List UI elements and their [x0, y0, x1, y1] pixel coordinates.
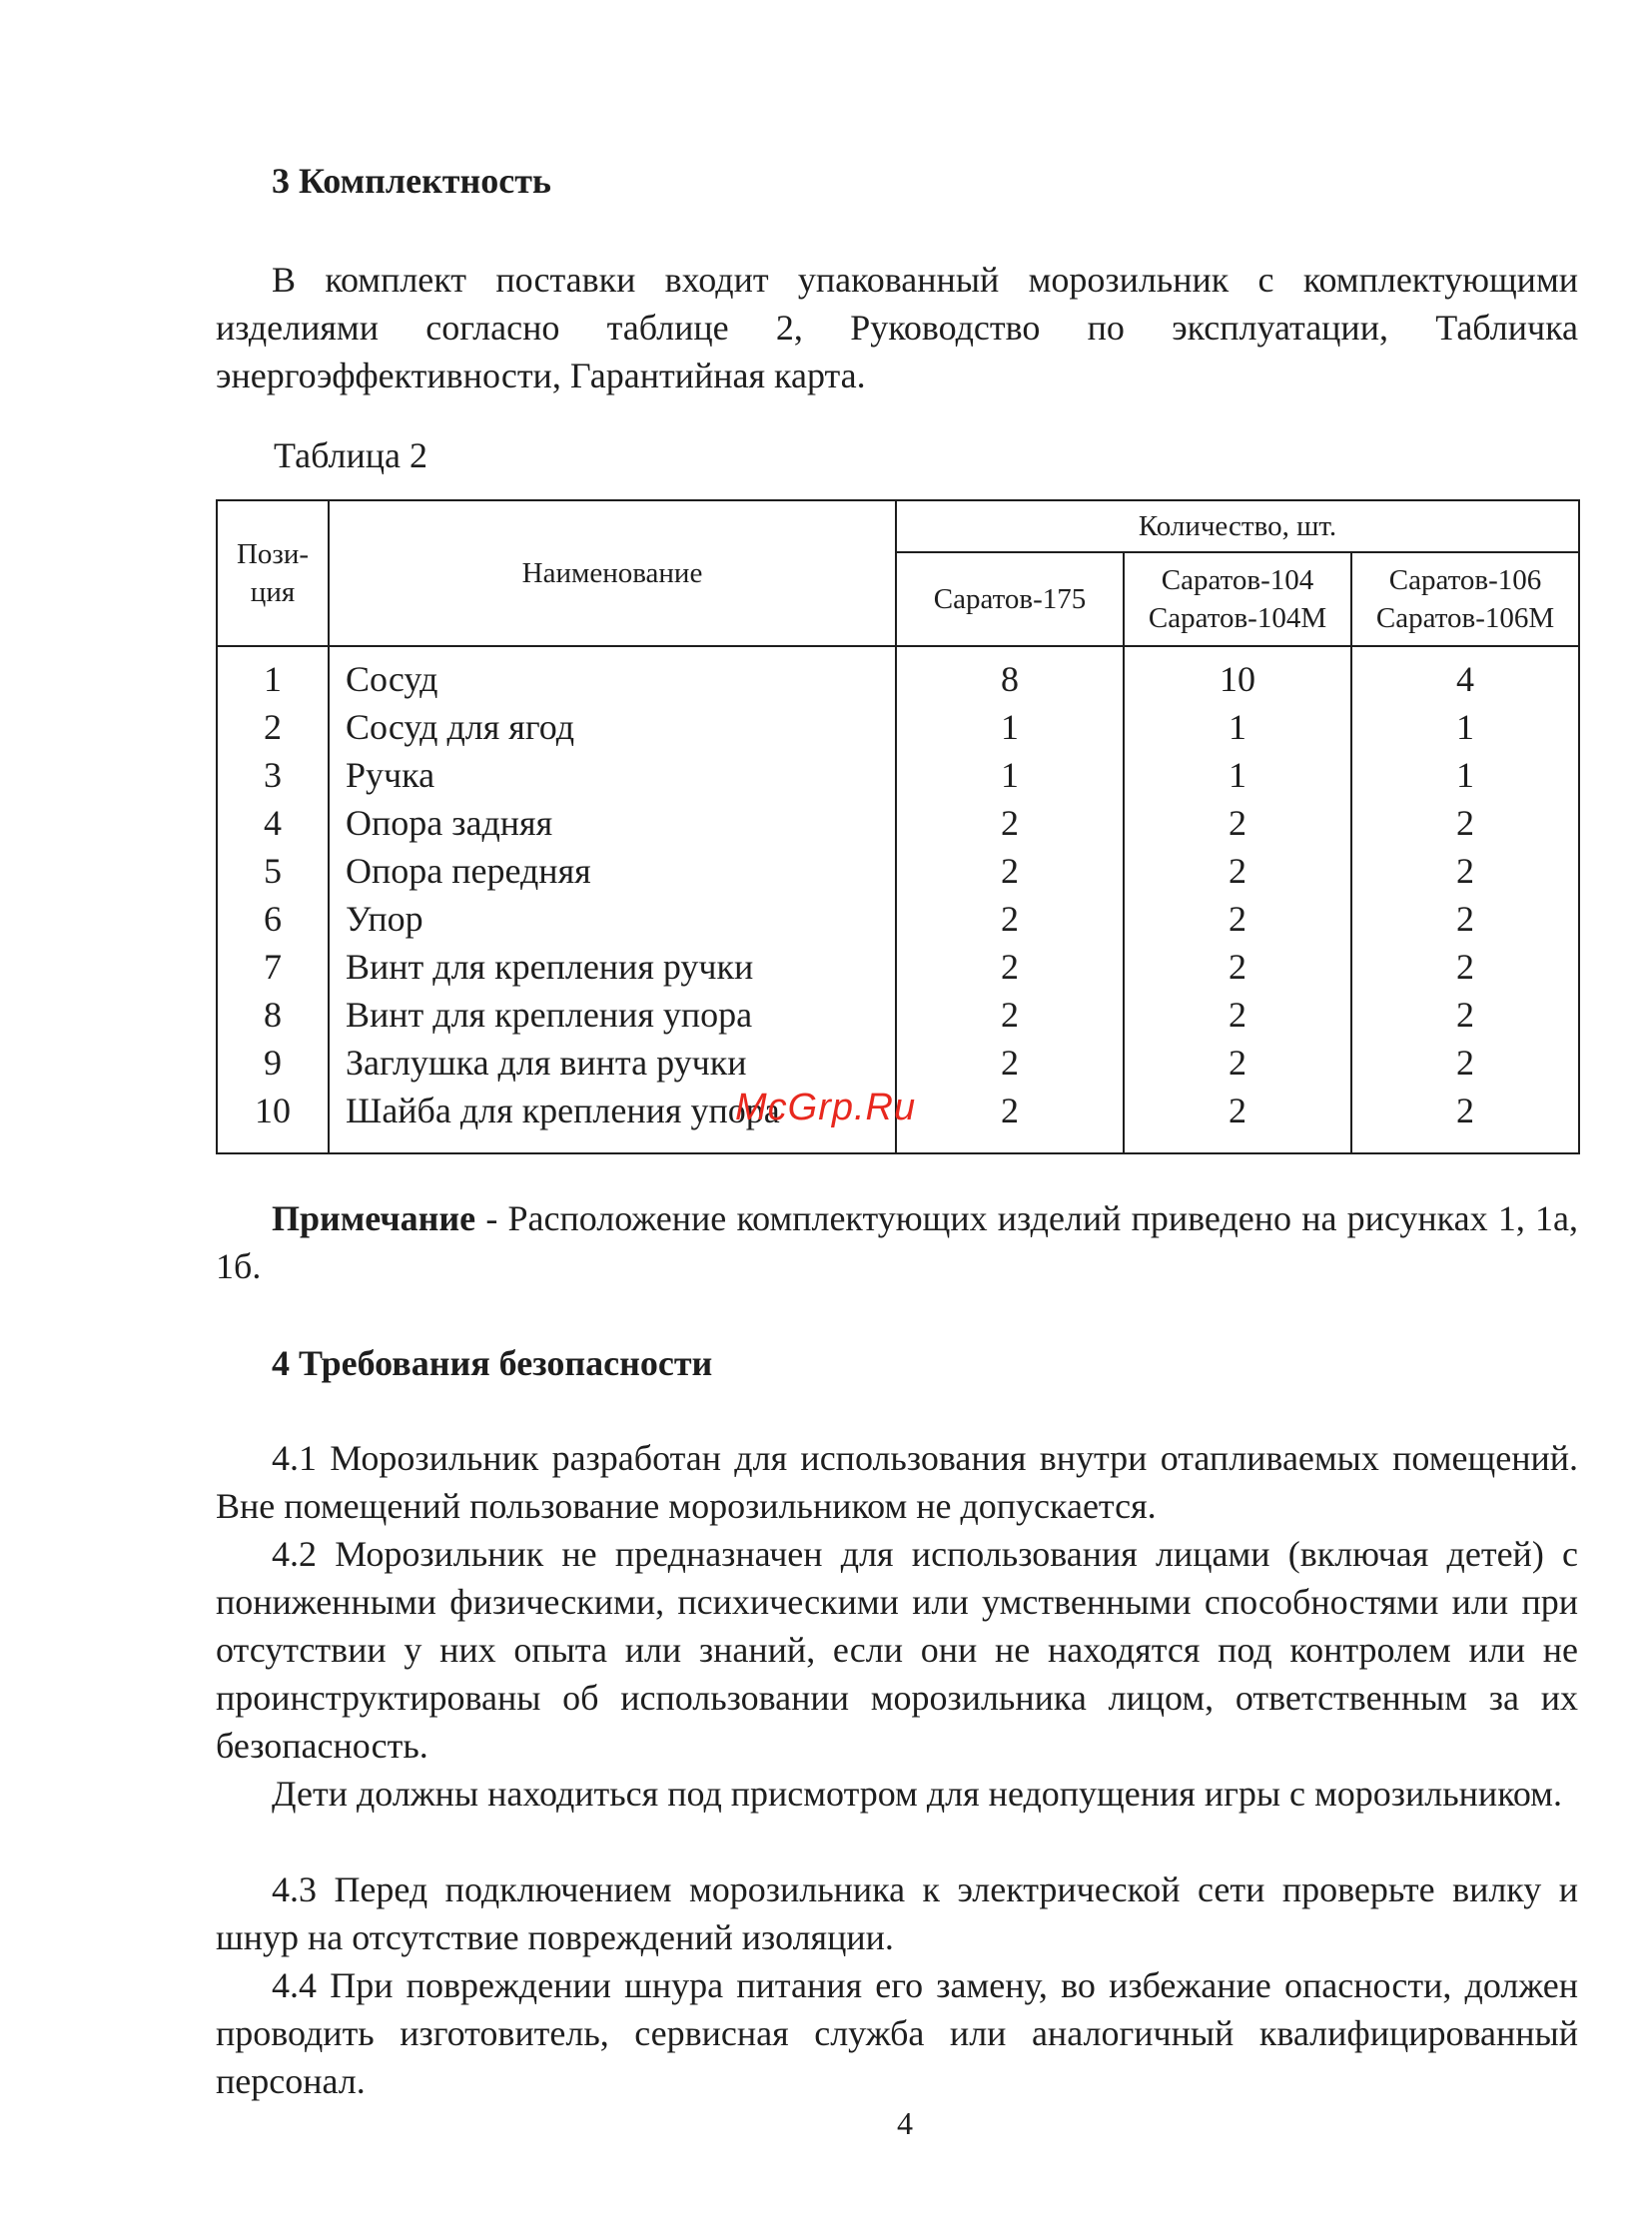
- row-qty-104: 2: [1124, 943, 1351, 991]
- para-4-1: 4.1 Морозильник разработан для использования внутри отапливаемых помещений. Вне помещений пользование морозильником не допускается.: [216, 1438, 1578, 1526]
- section-4-title: 4 Требования безопасности: [272, 1343, 713, 1383]
- note-text: - Расположение комплектующих изделий приведено на рисунках 1, 1а, 1б.: [216, 1198, 1578, 1286]
- row-qty-175: 1: [896, 751, 1124, 799]
- row-qty-106: 2: [1351, 943, 1579, 991]
- table-row: [217, 646, 1579, 703]
- header-quantity: Количество, шт.: [896, 500, 1579, 552]
- para-4-4: 4.4 При повреждении шнура питания его замену, во избежание опасности, должен проводить изготовитель, сервисная служба или аналогичный квалифицированный персонал.: [216, 1965, 1578, 2101]
- para-children: Дети должны находиться под присмотром для недопущения игры с морозильником.: [272, 1774, 1562, 1814]
- row-qty-104: 10: [1124, 646, 1351, 703]
- row-qty-106: 2: [1351, 991, 1579, 1039]
- row-position: 5: [217, 847, 329, 895]
- table-row: [217, 991, 1579, 1039]
- row-qty-175: 2: [896, 943, 1124, 991]
- row-qty-106: 1: [1351, 703, 1579, 751]
- row-position: 4: [217, 799, 329, 847]
- note-label: Примечание: [272, 1198, 476, 1238]
- row-name: Винт для крепления упора: [329, 991, 896, 1039]
- row-name: Ручка: [329, 751, 896, 799]
- para-4-2: 4.2 Морозильник не предназначен для использования лицами (включая детей) с пониженными физическими, психическими или умственными способностями или при отсутствии у них опыта или знаний, если они не находятся под контролем или не проинструктированы об использовании морозильника лицом, ответственным за их безопасность.: [216, 1534, 1578, 1766]
- row-name: Опора задняя: [329, 799, 896, 847]
- header-model-175: Саратов-175: [896, 552, 1124, 646]
- row-qty-104: 2: [1124, 991, 1351, 1039]
- page-number: 4: [897, 2105, 913, 2141]
- row-position: 1: [217, 646, 329, 703]
- section-3-intro: В комплект поставки входит упакованный морозильник с комплектующими изделиями согласно таблице 2, Руководство по эксплуатации, Табличка энергоэффективности, Гарантийная карта.: [216, 260, 1578, 395]
- row-qty-106: 2: [1351, 799, 1579, 847]
- row-name: Опора передняя: [329, 847, 896, 895]
- row-position: 6: [217, 895, 329, 943]
- row-qty-104: 1: [1124, 751, 1351, 799]
- row-qty-104: 1: [1124, 703, 1351, 751]
- header-name: Наименование: [329, 500, 896, 646]
- header-model-106: Саратов-106 Саратов-106М: [1351, 552, 1579, 646]
- row-qty-175: 8: [896, 646, 1124, 703]
- table-row: [217, 943, 1579, 991]
- row-position: 8: [217, 991, 329, 1039]
- table-row: [217, 895, 1579, 943]
- row-qty-106: 1: [1351, 751, 1579, 799]
- row-qty-104: 2: [1124, 1087, 1351, 1153]
- row-qty-175: 2: [896, 991, 1124, 1039]
- row-name: Винт для крепления ручки: [329, 943, 896, 991]
- table-row: [217, 847, 1579, 895]
- header-model-104: Саратов-104 Саратов-104М: [1124, 552, 1351, 646]
- row-qty-106: 2: [1351, 1087, 1579, 1153]
- row-qty-106: 2: [1351, 847, 1579, 895]
- row-qty-104: 2: [1124, 799, 1351, 847]
- components-table: [216, 499, 1580, 1154]
- row-qty-104: 2: [1124, 895, 1351, 943]
- table-row: [217, 799, 1579, 847]
- row-position: 3: [217, 751, 329, 799]
- section-3-title: 3 Комплектность: [272, 161, 551, 201]
- row-qty-175: 2: [896, 1087, 1124, 1153]
- row-position: 9: [217, 1039, 329, 1087]
- row-name: Сосуд: [329, 646, 896, 703]
- row-qty-106: 2: [1351, 1039, 1579, 1087]
- row-position: 10: [217, 1087, 329, 1153]
- row-qty-104: 2: [1124, 847, 1351, 895]
- row-qty-104: 2: [1124, 1039, 1351, 1087]
- table-row: [217, 703, 1579, 751]
- row-qty-106: 4: [1351, 646, 1579, 703]
- row-qty-106: 2: [1351, 895, 1579, 943]
- row-name: Сосуд для ягод: [329, 703, 896, 751]
- row-qty-175: 1: [896, 703, 1124, 751]
- row-position: 2: [217, 703, 329, 751]
- para-4-3: 4.3 Перед подключением морозильника к электрической сети проверьте вилку и шнур на отсутствие повреждений изоляции.: [216, 1869, 1578, 1957]
- row-name: Упор: [329, 895, 896, 943]
- row-name: Шайба для крепления упора: [329, 1087, 896, 1153]
- note-paragraph: [216, 1194, 1578, 1290]
- row-qty-175: 2: [896, 847, 1124, 895]
- row-qty-175: 2: [896, 895, 1124, 943]
- table-row: [217, 1039, 1579, 1087]
- watermark[interactable]: McGrp.Ru: [735, 1087, 917, 1128]
- row-name: Заглушка для винта ручки: [329, 1039, 896, 1087]
- row-qty-175: 2: [896, 1039, 1124, 1087]
- row-position: 7: [217, 943, 329, 991]
- table-caption: Таблица 2: [274, 435, 427, 475]
- table-row: [217, 751, 1579, 799]
- row-qty-175: 2: [896, 799, 1124, 847]
- header-position: Пози-ция: [217, 500, 329, 646]
